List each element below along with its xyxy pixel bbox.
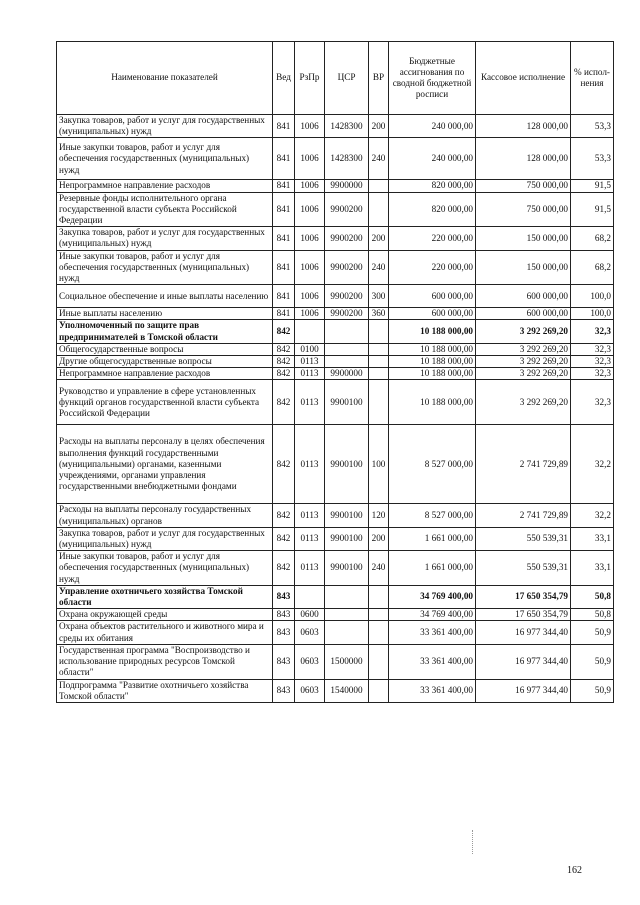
row-rzpr: 0113	[295, 380, 325, 425]
row-ved: 841	[273, 285, 295, 308]
row-name: Подпрограмма "Развитие охотничьего хозяйства Томской области"	[57, 679, 273, 702]
row-percent: 91,5	[571, 180, 614, 192]
row-name: Уполномоченный по защите прав предпринимателей в Томской области	[57, 320, 273, 343]
row-name: Закупка товаров, работ и услуг для государственных (муниципальных) нужд	[57, 115, 273, 138]
row-percent: 32,3	[571, 320, 614, 343]
row-budget: 33 361 400,00	[389, 644, 476, 679]
table-row	[57, 380, 614, 425]
row-name: Расходы на выплаты персоналу в целях обеспечения выполнения функций государственными (муниципальными) органами, казенными учреждениями, органами управления государственными внебюджетными фондами	[57, 425, 273, 504]
row-vr	[369, 679, 389, 702]
row-budget: 220 000,00	[389, 227, 476, 250]
row-rzpr: 0603	[295, 621, 325, 644]
row-vr: 240	[369, 138, 389, 180]
row-cash: 128 000,00	[476, 138, 571, 180]
row-csr: 9900000	[325, 180, 369, 192]
row-vr	[369, 380, 389, 425]
row-ved: 842	[273, 380, 295, 425]
row-vr	[369, 585, 389, 608]
row-budget: 600 000,00	[389, 308, 476, 320]
row-csr: 9900100	[325, 425, 369, 504]
row-csr: 9900100	[325, 527, 369, 550]
row-ved: 842	[273, 320, 295, 343]
row-percent: 50,9	[571, 644, 614, 679]
row-name: Резервные фонды исполнительного органа государственной власти субъекта Российской Федерации	[57, 192, 273, 227]
row-cash: 3 292 269,20	[476, 343, 571, 355]
row-name: Общегосударственные вопросы	[57, 343, 273, 355]
row-percent: 32,3	[571, 343, 614, 355]
row-rzpr: 0113	[295, 551, 325, 586]
row-rzpr	[295, 320, 325, 343]
row-percent: 32,3	[571, 380, 614, 425]
row-percent: 68,2	[571, 227, 614, 250]
row-rzpr: 0113	[295, 527, 325, 550]
row-cash: 2 741 729,89	[476, 425, 571, 504]
row-ved: 842	[273, 504, 295, 527]
row-csr: 1428300	[325, 115, 369, 138]
row-vr: 200	[369, 227, 389, 250]
row-percent: 32,3	[571, 356, 614, 368]
row-budget: 8 527 000,00	[389, 504, 476, 527]
table-row	[57, 227, 614, 250]
row-rzpr: 0603	[295, 679, 325, 702]
row-vr: 240	[369, 551, 389, 586]
row-cash: 750 000,00	[476, 180, 571, 192]
row-ved: 843	[273, 679, 295, 702]
row-budget: 33 361 400,00	[389, 679, 476, 702]
row-budget: 10 188 000,00	[389, 380, 476, 425]
row-vr	[369, 621, 389, 644]
header-vr: ВР	[369, 42, 389, 115]
row-cash: 16 977 344,40	[476, 644, 571, 679]
row-rzpr: 0113	[295, 425, 325, 504]
row-ved: 842	[273, 356, 295, 368]
row-csr: 1428300	[325, 138, 369, 180]
row-percent: 68,2	[571, 250, 614, 285]
row-budget: 34 769 400,00	[389, 585, 476, 608]
row-ved: 841	[273, 138, 295, 180]
row-ved: 842	[273, 368, 295, 380]
row-cash: 150 000,00	[476, 250, 571, 285]
row-ved: 841	[273, 308, 295, 320]
row-name: Закупка товаров, работ и услуг для государственных (муниципальных) нужд	[57, 527, 273, 550]
row-percent: 53,3	[571, 115, 614, 138]
row-rzpr	[295, 585, 325, 608]
row-csr	[325, 320, 369, 343]
row-csr: 9900100	[325, 504, 369, 527]
row-csr: 1540000	[325, 679, 369, 702]
header-budget: Бюджетные ассигнования по сводной бюджетной росписи	[389, 42, 476, 115]
row-vr	[369, 356, 389, 368]
header-ved: Вед	[273, 42, 295, 115]
table-row	[57, 308, 614, 320]
page-number: 162	[567, 865, 582, 876]
row-vr	[369, 320, 389, 343]
row-name: Иные закупки товаров, работ и услуг для обеспечения государственных (муниципальных) нужд	[57, 250, 273, 285]
row-budget: 820 000,00	[389, 180, 476, 192]
row-csr: 9900200	[325, 285, 369, 308]
row-rzpr: 1006	[295, 308, 325, 320]
row-vr: 120	[369, 504, 389, 527]
row-rzpr: 0113	[295, 504, 325, 527]
row-cash: 3 292 269,20	[476, 368, 571, 380]
table-row	[57, 180, 614, 192]
table-row	[57, 644, 614, 679]
row-csr: 9900200	[325, 227, 369, 250]
row-name: Управление охотничьего хозяйства Томской области	[57, 585, 273, 608]
row-budget: 240 000,00	[389, 138, 476, 180]
row-cash: 3 292 269,20	[476, 320, 571, 343]
row-vr	[369, 192, 389, 227]
row-budget: 33 361 400,00	[389, 621, 476, 644]
header-cash: Кассовое исполнение	[476, 42, 571, 115]
row-cash: 600 000,00	[476, 308, 571, 320]
row-cash: 600 000,00	[476, 285, 571, 308]
row-rzpr: 1006	[295, 227, 325, 250]
row-csr	[325, 343, 369, 355]
row-percent: 32,2	[571, 425, 614, 504]
row-name: Другие общегосударственные вопросы	[57, 356, 273, 368]
row-vr: 200	[369, 115, 389, 138]
table-row	[57, 679, 614, 702]
row-name: Охрана окружающей среды	[57, 609, 273, 621]
row-percent: 100,0	[571, 308, 614, 320]
row-vr: 300	[369, 285, 389, 308]
row-csr	[325, 621, 369, 644]
header-percent: % испол-нения	[571, 42, 614, 115]
row-csr	[325, 356, 369, 368]
row-csr: 9900100	[325, 380, 369, 425]
header-csr: ЦСР	[325, 42, 369, 115]
row-ved: 842	[273, 551, 295, 586]
row-budget: 8 527 000,00	[389, 425, 476, 504]
row-percent: 33,1	[571, 527, 614, 550]
row-ved: 841	[273, 192, 295, 227]
row-vr: 100	[369, 425, 389, 504]
row-csr: 1500000	[325, 644, 369, 679]
row-ved: 843	[273, 621, 295, 644]
table-row	[57, 551, 614, 586]
row-name: Социальное обеспечение и иные выплаты населению	[57, 285, 273, 308]
table-row	[57, 368, 614, 380]
row-budget: 10 188 000,00	[389, 368, 476, 380]
row-cash: 128 000,00	[476, 115, 571, 138]
row-percent: 50,9	[571, 679, 614, 702]
row-rzpr: 0600	[295, 609, 325, 621]
row-ved: 843	[273, 609, 295, 621]
row-csr	[325, 609, 369, 621]
header-name: Наименование показателей	[57, 42, 273, 115]
row-percent: 50,9	[571, 621, 614, 644]
header-rzpr: РзПр	[295, 42, 325, 115]
table-row	[57, 343, 614, 355]
scan-artifact-mark	[472, 830, 474, 854]
row-rzpr: 1006	[295, 115, 325, 138]
row-ved: 842	[273, 527, 295, 550]
table-header-row	[57, 42, 614, 115]
row-percent: 32,3	[571, 368, 614, 380]
row-percent: 100,0	[571, 285, 614, 308]
row-ved: 841	[273, 180, 295, 192]
row-ved: 843	[273, 644, 295, 679]
row-vr	[369, 368, 389, 380]
row-budget: 10 188 000,00	[389, 343, 476, 355]
table-row	[57, 320, 614, 343]
row-vr	[369, 609, 389, 621]
row-name: Закупка товаров, работ и услуг для государственных (муниципальных) нужд	[57, 227, 273, 250]
row-ved: 843	[273, 585, 295, 608]
table-row	[57, 192, 614, 227]
row-percent: 50,8	[571, 609, 614, 621]
row-rzpr: 1006	[295, 285, 325, 308]
row-ved: 841	[273, 227, 295, 250]
row-ved: 841	[273, 250, 295, 285]
row-cash: 750 000,00	[476, 192, 571, 227]
row-cash: 3 292 269,20	[476, 356, 571, 368]
row-cash: 2 741 729,89	[476, 504, 571, 527]
row-vr: 240	[369, 250, 389, 285]
row-rzpr: 0113	[295, 356, 325, 368]
row-name: Охрана объектов растительного и животного мира и среды их обитания	[57, 621, 273, 644]
row-csr: 9900200	[325, 250, 369, 285]
row-rzpr: 1006	[295, 250, 325, 285]
table-row	[57, 504, 614, 527]
row-vr: 200	[369, 527, 389, 550]
row-percent: 32,2	[571, 504, 614, 527]
row-vr	[369, 180, 389, 192]
row-percent: 33,1	[571, 551, 614, 586]
row-cash: 16 977 344,40	[476, 679, 571, 702]
row-csr: 9900200	[325, 192, 369, 227]
table-row	[57, 138, 614, 180]
table-row	[57, 609, 614, 621]
row-budget: 34 769 400,00	[389, 609, 476, 621]
row-csr: 9900200	[325, 308, 369, 320]
row-rzpr: 0100	[295, 343, 325, 355]
row-csr	[325, 585, 369, 608]
row-vr	[369, 644, 389, 679]
row-rzpr: 1006	[295, 192, 325, 227]
row-cash: 17 650 354,79	[476, 609, 571, 621]
row-budget: 1 661 000,00	[389, 527, 476, 550]
row-cash: 16 977 344,40	[476, 621, 571, 644]
row-ved: 841	[273, 115, 295, 138]
row-budget: 600 000,00	[389, 285, 476, 308]
row-budget: 220 000,00	[389, 250, 476, 285]
table-row	[57, 115, 614, 138]
row-percent: 91,5	[571, 192, 614, 227]
row-csr: 9900000	[325, 368, 369, 380]
row-name: Государственная программа "Воспроизводство и использование природных ресурсов Томской области"	[57, 644, 273, 679]
table-row	[57, 585, 614, 608]
row-name: Непрограммное направление расходов	[57, 368, 273, 380]
row-name: Иные закупки товаров, работ и услуг для обеспечения государственных (муниципальных) нужд	[57, 138, 273, 180]
row-name: Иные выплаты населению	[57, 308, 273, 320]
row-budget: 240 000,00	[389, 115, 476, 138]
row-csr: 9900100	[325, 551, 369, 586]
row-vr: 360	[369, 308, 389, 320]
row-budget: 10 188 000,00	[389, 320, 476, 343]
row-percent: 53,3	[571, 138, 614, 180]
row-name: Непрограммное направление расходов	[57, 180, 273, 192]
row-percent: 50,8	[571, 585, 614, 608]
row-cash: 17 650 354,79	[476, 585, 571, 608]
row-ved: 842	[273, 425, 295, 504]
row-name: Расходы на выплаты персоналу государственных (муниципальных) органов	[57, 504, 273, 527]
row-name: Иные закупки товаров, работ и услуг для обеспечения государственных (муниципальных) нужд	[57, 551, 273, 586]
row-cash: 150 000,00	[476, 227, 571, 250]
table-row	[57, 356, 614, 368]
table-row	[57, 250, 614, 285]
table-row	[57, 425, 614, 504]
row-budget: 10 188 000,00	[389, 356, 476, 368]
row-vr	[369, 343, 389, 355]
row-rzpr: 0603	[295, 644, 325, 679]
row-rzpr: 0113	[295, 368, 325, 380]
row-cash: 550 539,31	[476, 551, 571, 586]
row-budget: 1 661 000,00	[389, 551, 476, 586]
row-rzpr: 1006	[295, 180, 325, 192]
row-cash: 3 292 269,20	[476, 380, 571, 425]
row-budget: 820 000,00	[389, 192, 476, 227]
row-rzpr: 1006	[295, 138, 325, 180]
table-row	[57, 621, 614, 644]
row-cash: 550 539,31	[476, 527, 571, 550]
row-name: Руководство и управление в сфере установленных функций органов государственной власти субъекта Российской Федерации	[57, 380, 273, 425]
table-row	[57, 285, 614, 308]
budget-execution-table	[56, 41, 614, 703]
row-ved: 842	[273, 343, 295, 355]
table-row	[57, 527, 614, 550]
